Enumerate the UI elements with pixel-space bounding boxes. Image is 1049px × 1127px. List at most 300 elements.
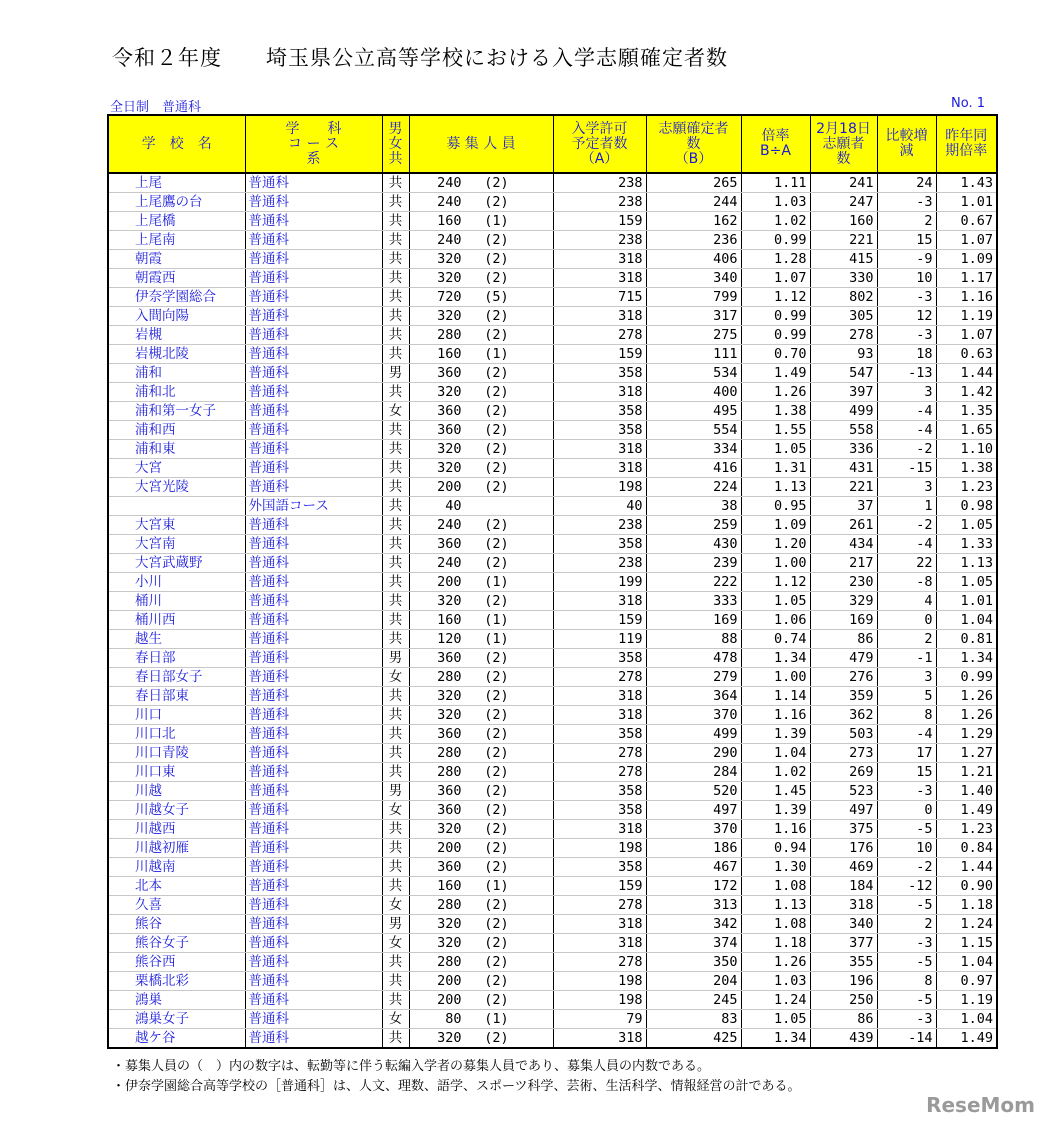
table-row (108, 535, 997, 554)
course-cell: 普通科 (245, 516, 382, 535)
feb18-cell: 362 (810, 706, 877, 725)
table-row (108, 991, 997, 1010)
transfer-quota: (2) (484, 175, 509, 191)
transfer-quota: (1) (484, 1011, 509, 1027)
course-cell: 普通科 (245, 611, 382, 630)
recruit-cell (409, 345, 553, 364)
table-row (108, 725, 997, 744)
last-year-cell: 1.43 (936, 173, 997, 193)
table-row (108, 744, 997, 763)
applicants-cell: 425 (646, 1029, 741, 1049)
course-cell: 普通科 (245, 288, 382, 307)
course-cell: 普通科 (245, 307, 382, 326)
change-cell: -2 (877, 516, 936, 535)
course-cell: 普通科 (245, 877, 382, 896)
admit-cell: 358 (553, 364, 646, 383)
admit-cell: 238 (553, 554, 646, 573)
table-row (108, 687, 997, 706)
change-cell: -8 (877, 573, 936, 592)
table-row (108, 212, 997, 231)
last-year-cell: 1.05 (936, 573, 997, 592)
last-year-cell: 1.49 (936, 1029, 997, 1049)
feb18-cell: 479 (810, 649, 877, 668)
change-cell: 8 (877, 972, 936, 991)
last-year-cell: 1.27 (936, 744, 997, 763)
recruit-cell (409, 896, 553, 915)
transfer-quota: (2) (484, 897, 509, 913)
ratio-cell: 1.00 (741, 668, 810, 687)
recruit-number: 320 (437, 935, 462, 951)
school-name-cell: 浦和東 (108, 440, 245, 459)
feb18-cell: 415 (810, 250, 877, 269)
school-name-cell: 大宮東 (108, 516, 245, 535)
table-row (108, 763, 997, 782)
transfer-quota: (2) (484, 308, 509, 324)
table-row (108, 231, 997, 250)
recruit-number: 320 (437, 251, 462, 267)
ratio-cell: 1.30 (741, 858, 810, 877)
recruit-number: 360 (437, 422, 462, 438)
transfer-quota: (2) (484, 251, 509, 267)
admit-cell: 40 (553, 497, 646, 516)
admit-cell: 199 (553, 573, 646, 592)
applicants-cell: 313 (646, 896, 741, 915)
recruit-number: 360 (437, 650, 462, 666)
course-cell: 普通科 (245, 972, 382, 991)
admit-cell: 238 (553, 231, 646, 250)
feb18-cell: 336 (810, 440, 877, 459)
feb18-cell: 169 (810, 611, 877, 630)
school-name-cell: 大宮南 (108, 535, 245, 554)
admit-cell: 358 (553, 649, 646, 668)
school-name-cell: 川口青陵 (108, 744, 245, 763)
last-year-cell: 1.13 (936, 554, 997, 573)
transfer-quota: (1) (484, 213, 509, 229)
change-cell: -3 (877, 288, 936, 307)
course-cell: 普通科 (245, 1010, 382, 1029)
feb18-cell: 93 (810, 345, 877, 364)
school-name-cell: 鴻巣 (108, 991, 245, 1010)
school-name-cell: 熊谷女子 (108, 934, 245, 953)
ratio-cell: 0.99 (741, 231, 810, 250)
change-cell: 24 (877, 173, 936, 193)
applicants-table (107, 114, 998, 1049)
ratio-cell: 1.13 (741, 896, 810, 915)
recruit-number: 240 (437, 175, 462, 191)
transfer-quota: (2) (484, 650, 509, 666)
admit-cell: 238 (553, 193, 646, 212)
recruit-number: 320 (437, 384, 462, 400)
recruit-cell (409, 611, 553, 630)
ratio-cell: 1.16 (741, 820, 810, 839)
course-cell: 普通科 (245, 839, 382, 858)
applicants-cell: 799 (646, 288, 741, 307)
transfer-quota: (2) (484, 764, 509, 780)
recruit-cell (409, 934, 553, 953)
applicants-cell: 284 (646, 763, 741, 782)
school-name-cell: 浦和北 (108, 383, 245, 402)
transfer-quota: (2) (484, 479, 509, 495)
applicants-cell: 172 (646, 877, 741, 896)
feb18-cell: 558 (810, 421, 877, 440)
feb18-cell: 261 (810, 516, 877, 535)
applicants-cell: 406 (646, 250, 741, 269)
applicants-cell: 290 (646, 744, 741, 763)
ratio-cell: 1.14 (741, 687, 810, 706)
recruit-cell (409, 763, 553, 782)
change-cell: -12 (877, 877, 936, 896)
recruit-number: 240 (437, 194, 462, 210)
last-year-cell: 1.44 (936, 364, 997, 383)
admit-cell: 358 (553, 402, 646, 421)
school-name-cell: 朝霞 (108, 250, 245, 269)
feb18-cell: 318 (810, 896, 877, 915)
feb18-cell: 503 (810, 725, 877, 744)
transfer-quota: (2) (484, 973, 509, 989)
recruit-cell (409, 649, 553, 668)
applicants-cell: 204 (646, 972, 741, 991)
ratio-cell: 0.74 (741, 630, 810, 649)
transfer-quota: (2) (484, 555, 509, 571)
table-row (108, 288, 997, 307)
sex-cell: 共 (382, 763, 409, 782)
table-row (108, 592, 997, 611)
recruit-number: 720 (437, 289, 462, 305)
course-cell: 普通科 (245, 725, 382, 744)
sex-cell: 男 (382, 915, 409, 934)
change-cell: 2 (877, 915, 936, 934)
ratio-cell: 1.55 (741, 421, 810, 440)
last-year-cell: 1.07 (936, 326, 997, 345)
admit-cell: 358 (553, 858, 646, 877)
feb18-cell: 269 (810, 763, 877, 782)
last-year-cell: 1.21 (936, 763, 997, 782)
course-cell: 普通科 (245, 364, 382, 383)
ratio-cell: 0.99 (741, 326, 810, 345)
feb18-cell: 241 (810, 173, 877, 193)
transfer-quota: (2) (484, 688, 509, 704)
sex-cell: 共 (382, 573, 409, 592)
change-cell: 4 (877, 592, 936, 611)
ratio-cell: 1.45 (741, 782, 810, 801)
ratio-cell: 1.38 (741, 402, 810, 421)
table-row (108, 250, 997, 269)
school-name-cell: 大宮 (108, 459, 245, 478)
admit-cell: 358 (553, 421, 646, 440)
course-cell: 普通科 (245, 478, 382, 497)
school-name-cell: 春日部東 (108, 687, 245, 706)
recruit-number: 320 (437, 460, 462, 476)
footnote-1: ・募集人員の（ ）内の数字は、転勤等に伴う転編入学者の募集人員であり、募集人員の内数である。 (112, 1059, 711, 1074)
change-cell: 8 (877, 706, 936, 725)
admit-cell: 198 (553, 972, 646, 991)
feb18-cell: 37 (810, 497, 877, 516)
table-row (108, 668, 997, 687)
applicants-cell: 374 (646, 934, 741, 953)
school-name-cell: 浦和西 (108, 421, 245, 440)
school-name-cell: 熊谷西 (108, 953, 245, 972)
transfer-quota: (2) (484, 441, 509, 457)
recruit-cell (409, 706, 553, 725)
school-name-cell: 川越南 (108, 858, 245, 877)
last-year-cell: 1.01 (936, 592, 997, 611)
applicants-cell: 499 (646, 725, 741, 744)
change-cell: -5 (877, 896, 936, 915)
school-name-cell: 川越西 (108, 820, 245, 839)
feb18-cell: 247 (810, 193, 877, 212)
sex-cell: 共 (382, 858, 409, 877)
sex-cell: 共 (382, 592, 409, 611)
applicants-cell: 416 (646, 459, 741, 478)
recruit-cell (409, 1029, 553, 1049)
recruit-cell (409, 668, 553, 687)
applicants-cell: 244 (646, 193, 741, 212)
last-year-cell: 0.63 (936, 345, 997, 364)
recruit-number: 80 (445, 1011, 462, 1027)
applicants-cell: 265 (646, 173, 741, 193)
recruit-cell (409, 497, 553, 516)
table-row (108, 706, 997, 725)
change-cell: -13 (877, 364, 936, 383)
recruit-number: 320 (437, 441, 462, 457)
recruit-cell (409, 516, 553, 535)
table-row (108, 478, 997, 497)
footnote-2: ・伊奈学園総合高等学校の［普通科］は、人文、理数、語学、スポーツ科学、芸術、生活科学、情報経営の計である。 (112, 1079, 801, 1094)
ratio-cell: 1.28 (741, 250, 810, 269)
table-row (108, 307, 997, 326)
table-row (108, 1010, 997, 1029)
transfer-quota: (2) (484, 821, 509, 837)
course-cell: 普通科 (245, 250, 382, 269)
school-name-cell: 上尾 (108, 173, 245, 193)
applicants-cell: 340 (646, 269, 741, 288)
course-cell: 普通科 (245, 459, 382, 478)
change-cell: 3 (877, 383, 936, 402)
recruit-number: 360 (437, 365, 462, 381)
table-row (108, 801, 997, 820)
transfer-quota: (2) (484, 802, 509, 818)
last-year-cell: 1.33 (936, 535, 997, 554)
feb18-cell: 329 (810, 592, 877, 611)
recruit-number: 360 (437, 403, 462, 419)
recruit-cell (409, 364, 553, 383)
admit-cell: 715 (553, 288, 646, 307)
sex-cell: 共 (382, 212, 409, 231)
table-row (108, 877, 997, 896)
sex-cell: 男 (382, 649, 409, 668)
transfer-quota: (2) (484, 460, 509, 476)
last-year-cell: 1.19 (936, 991, 997, 1010)
change-cell: -5 (877, 820, 936, 839)
sex-cell: 女 (382, 801, 409, 820)
admit-cell: 318 (553, 592, 646, 611)
sex-cell: 共 (382, 516, 409, 535)
last-year-cell: 0.98 (936, 497, 997, 516)
applicants-cell: 333 (646, 592, 741, 611)
applicants-cell: 520 (646, 782, 741, 801)
applicants-cell: 495 (646, 402, 741, 421)
table-row (108, 383, 997, 402)
recruit-number: 320 (437, 308, 462, 324)
sex-cell: 共 (382, 554, 409, 573)
change-cell: -5 (877, 991, 936, 1010)
recruit-cell (409, 250, 553, 269)
transfer-quota: (2) (484, 726, 509, 742)
course-cell: 普通科 (245, 687, 382, 706)
sex-cell: 共 (382, 839, 409, 858)
recruit-number: 320 (437, 593, 462, 609)
last-year-cell: 1.23 (936, 820, 997, 839)
course-cell: 普通科 (245, 592, 382, 611)
recruit-cell (409, 744, 553, 763)
recruit-number: 280 (437, 327, 462, 343)
ratio-cell: 1.20 (741, 535, 810, 554)
change-cell: -4 (877, 725, 936, 744)
table-row (108, 497, 997, 516)
sex-cell: 女 (382, 402, 409, 421)
school-name-cell: 伊奈学園総合 (108, 288, 245, 307)
header-ratio: 倍率 B÷A (741, 115, 810, 173)
transfer-quota: (2) (484, 327, 509, 343)
last-year-cell: 1.04 (936, 953, 997, 972)
table-row (108, 934, 997, 953)
recruit-number: 160 (437, 346, 462, 362)
recruit-cell (409, 193, 553, 212)
course-cell: 普通科 (245, 326, 382, 345)
recruit-cell (409, 687, 553, 706)
feb18-cell: 497 (810, 801, 877, 820)
ratio-cell: 1.09 (741, 516, 810, 535)
transfer-quota: (2) (484, 859, 509, 875)
last-year-cell: 1.44 (936, 858, 997, 877)
recruit-cell (409, 212, 553, 231)
change-cell: -3 (877, 934, 936, 953)
change-cell: 15 (877, 763, 936, 782)
admit-cell: 79 (553, 1010, 646, 1029)
header-admit: 入学許可 予定者数 （A） (553, 115, 646, 173)
sex-cell: 女 (382, 934, 409, 953)
table-row (108, 402, 997, 421)
table-row (108, 516, 997, 535)
change-cell: -3 (877, 782, 936, 801)
table-row (108, 345, 997, 364)
recruit-cell (409, 630, 553, 649)
admit-cell: 119 (553, 630, 646, 649)
school-name-cell: 上尾鷹の台 (108, 193, 245, 212)
recruit-number: 200 (437, 479, 462, 495)
recruit-cell (409, 326, 553, 345)
ratio-cell: 1.12 (741, 288, 810, 307)
recruit-cell (409, 725, 553, 744)
feb18-cell: 469 (810, 858, 877, 877)
applicants-cell: 554 (646, 421, 741, 440)
course-cell: 普通科 (245, 383, 382, 402)
recruit-number: 360 (437, 802, 462, 818)
feb18-cell: 160 (810, 212, 877, 231)
applicants-cell: 88 (646, 630, 741, 649)
admit-cell: 278 (553, 326, 646, 345)
recruit-number: 320 (437, 688, 462, 704)
feb18-cell: 86 (810, 1010, 877, 1029)
course-cell: 普通科 (245, 858, 382, 877)
last-year-cell: 1.34 (936, 649, 997, 668)
applicants-cell: 222 (646, 573, 741, 592)
recruit-number: 240 (437, 517, 462, 533)
ratio-cell: 0.94 (741, 839, 810, 858)
recruit-number: 280 (437, 745, 462, 761)
applicants-cell: 224 (646, 478, 741, 497)
ratio-cell: 1.03 (741, 193, 810, 212)
course-cell: 普通科 (245, 744, 382, 763)
ratio-cell: 0.70 (741, 345, 810, 364)
course-cell: 普通科 (245, 820, 382, 839)
transfer-quota: (2) (484, 384, 509, 400)
change-cell: -3 (877, 193, 936, 212)
sex-cell: 共 (382, 497, 409, 516)
feb18-cell: 196 (810, 972, 877, 991)
course-cell: 普通科 (245, 269, 382, 288)
change-cell: -2 (877, 858, 936, 877)
school-name-cell: 岩槻 (108, 326, 245, 345)
last-year-cell: 1.18 (936, 896, 997, 915)
applicants-cell: 38 (646, 497, 741, 516)
last-year-cell: 1.16 (936, 288, 997, 307)
ratio-cell: 1.07 (741, 269, 810, 288)
sex-cell: 共 (382, 459, 409, 478)
sex-cell: 共 (382, 269, 409, 288)
applicants-cell: 245 (646, 991, 741, 1010)
applicants-cell: 162 (646, 212, 741, 231)
school-name-cell: 浦和 (108, 364, 245, 383)
ratio-cell: 1.05 (741, 592, 810, 611)
sex-cell: 共 (382, 1029, 409, 1049)
table-row (108, 173, 997, 193)
course-cell: 普通科 (245, 554, 382, 573)
school-name-cell: 上尾橋 (108, 212, 245, 231)
sex-cell: 共 (382, 535, 409, 554)
ratio-cell: 1.26 (741, 953, 810, 972)
school-name-cell: 小川 (108, 573, 245, 592)
recruit-number: 280 (437, 897, 462, 913)
sex-cell: 共 (382, 991, 409, 1010)
recruit-number: 320 (437, 1030, 462, 1046)
table-row (108, 839, 997, 858)
change-cell: 2 (877, 630, 936, 649)
school-name-cell: 上尾南 (108, 231, 245, 250)
feb18-cell: 397 (810, 383, 877, 402)
last-year-cell: 1.42 (936, 383, 997, 402)
feb18-cell: 431 (810, 459, 877, 478)
ratio-cell: 1.06 (741, 611, 810, 630)
table-row (108, 554, 997, 573)
last-year-cell: 0.84 (936, 839, 997, 858)
applicants-cell: 169 (646, 611, 741, 630)
resemom-logo: ReseMom (926, 1093, 1035, 1117)
applicants-cell: 83 (646, 1010, 741, 1029)
last-year-cell: 0.97 (936, 972, 997, 991)
recruit-cell (409, 288, 553, 307)
change-cell: 18 (877, 345, 936, 364)
ratio-cell: 1.11 (741, 173, 810, 193)
sex-cell: 共 (382, 250, 409, 269)
change-cell: 5 (877, 687, 936, 706)
ratio-cell: 1.18 (741, 934, 810, 953)
applicants-cell: 259 (646, 516, 741, 535)
sex-cell: 共 (382, 307, 409, 326)
admit-cell: 318 (553, 307, 646, 326)
admit-cell: 238 (553, 516, 646, 535)
sex-cell: 共 (382, 725, 409, 744)
